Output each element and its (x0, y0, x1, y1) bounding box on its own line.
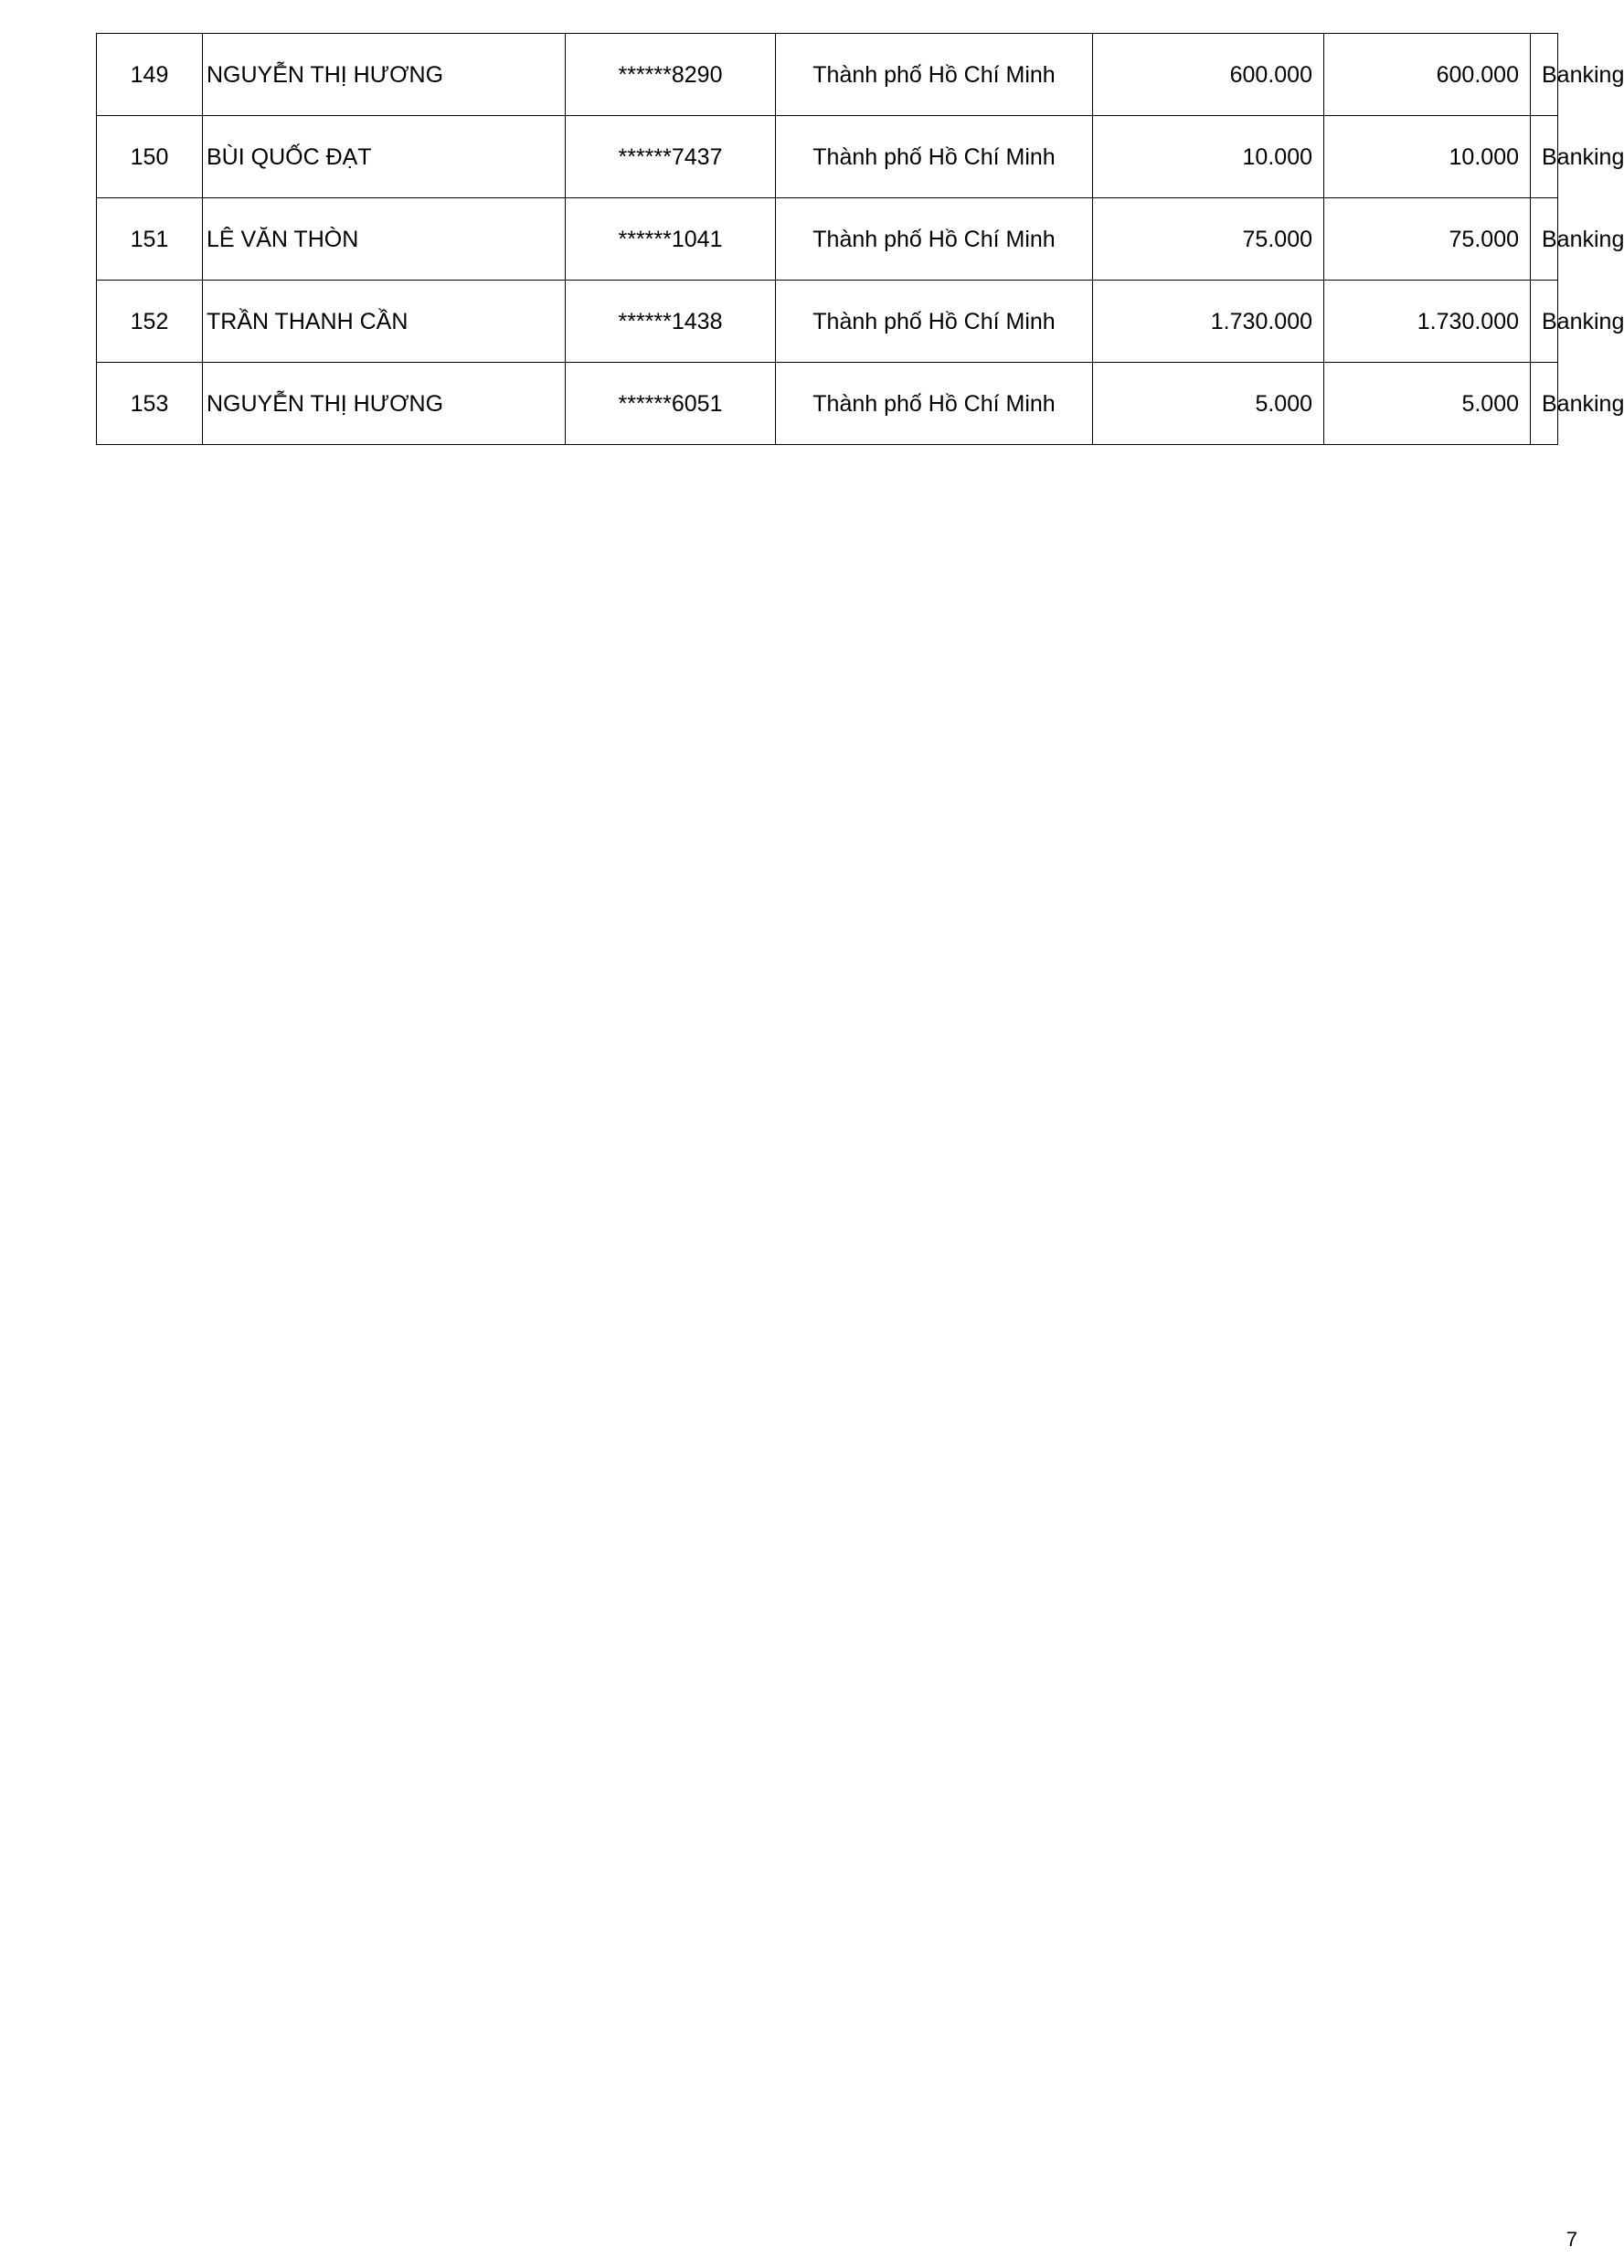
account-number: ******1041 (566, 198, 776, 281)
account-number: ******6051 (566, 363, 776, 445)
payment-method: Banking (1531, 281, 1558, 363)
table-row (97, 363, 1558, 445)
city: Thành phố Hồ Chí Minh (776, 198, 1093, 281)
received-amount: 5.000 (1324, 363, 1531, 445)
city: Thành phố Hồ Chí Minh (776, 363, 1093, 445)
account-number: ******7437 (566, 116, 776, 198)
table-row (97, 116, 1558, 198)
row-number: 150 (97, 116, 203, 198)
amount: 5.000 (1093, 363, 1324, 445)
account-number: ******1438 (566, 281, 776, 363)
row-number: 151 (97, 198, 203, 281)
donor-name: BÙI QUỐC ĐẠT (203, 116, 566, 198)
row-number: 149 (97, 34, 203, 116)
amount: 10.000 (1093, 116, 1324, 198)
city: Thành phố Hồ Chí Minh (776, 116, 1093, 198)
received-amount: 10.000 (1324, 116, 1531, 198)
city: Thành phố Hồ Chí Minh (776, 281, 1093, 363)
received-amount: 600.000 (1324, 34, 1531, 116)
row-number: 152 (97, 281, 203, 363)
donor-name: NGUYỄN THỊ HƯƠNG (203, 34, 566, 116)
payment-method: Banking (1531, 198, 1558, 281)
table-row (97, 34, 1558, 116)
amount: 75.000 (1093, 198, 1324, 281)
city: Thành phố Hồ Chí Minh (776, 34, 1093, 116)
donation-table (96, 33, 1624, 445)
received-amount: 1.730.000 (1324, 281, 1531, 363)
table-row (97, 198, 1558, 281)
table-row (97, 281, 1558, 363)
received-amount: 75.000 (1324, 198, 1531, 281)
donor-name: NGUYỄN THỊ HƯƠNG (203, 363, 566, 445)
payment-method: Banking (1531, 363, 1558, 445)
account-number: ******8290 (566, 34, 776, 116)
amount: 600.000 (1093, 34, 1324, 116)
amount: 1.730.000 (1093, 281, 1324, 363)
page-number: 7 (1566, 2228, 1577, 2251)
row-number: 153 (97, 363, 203, 445)
payment-method: Banking (1531, 116, 1558, 198)
table-body (97, 34, 1624, 445)
donor-name: LÊ VĂN THÒN (203, 198, 566, 281)
payment-method: Banking (1531, 34, 1558, 116)
donor-name: TRẦN THANH CẦN (203, 281, 566, 363)
